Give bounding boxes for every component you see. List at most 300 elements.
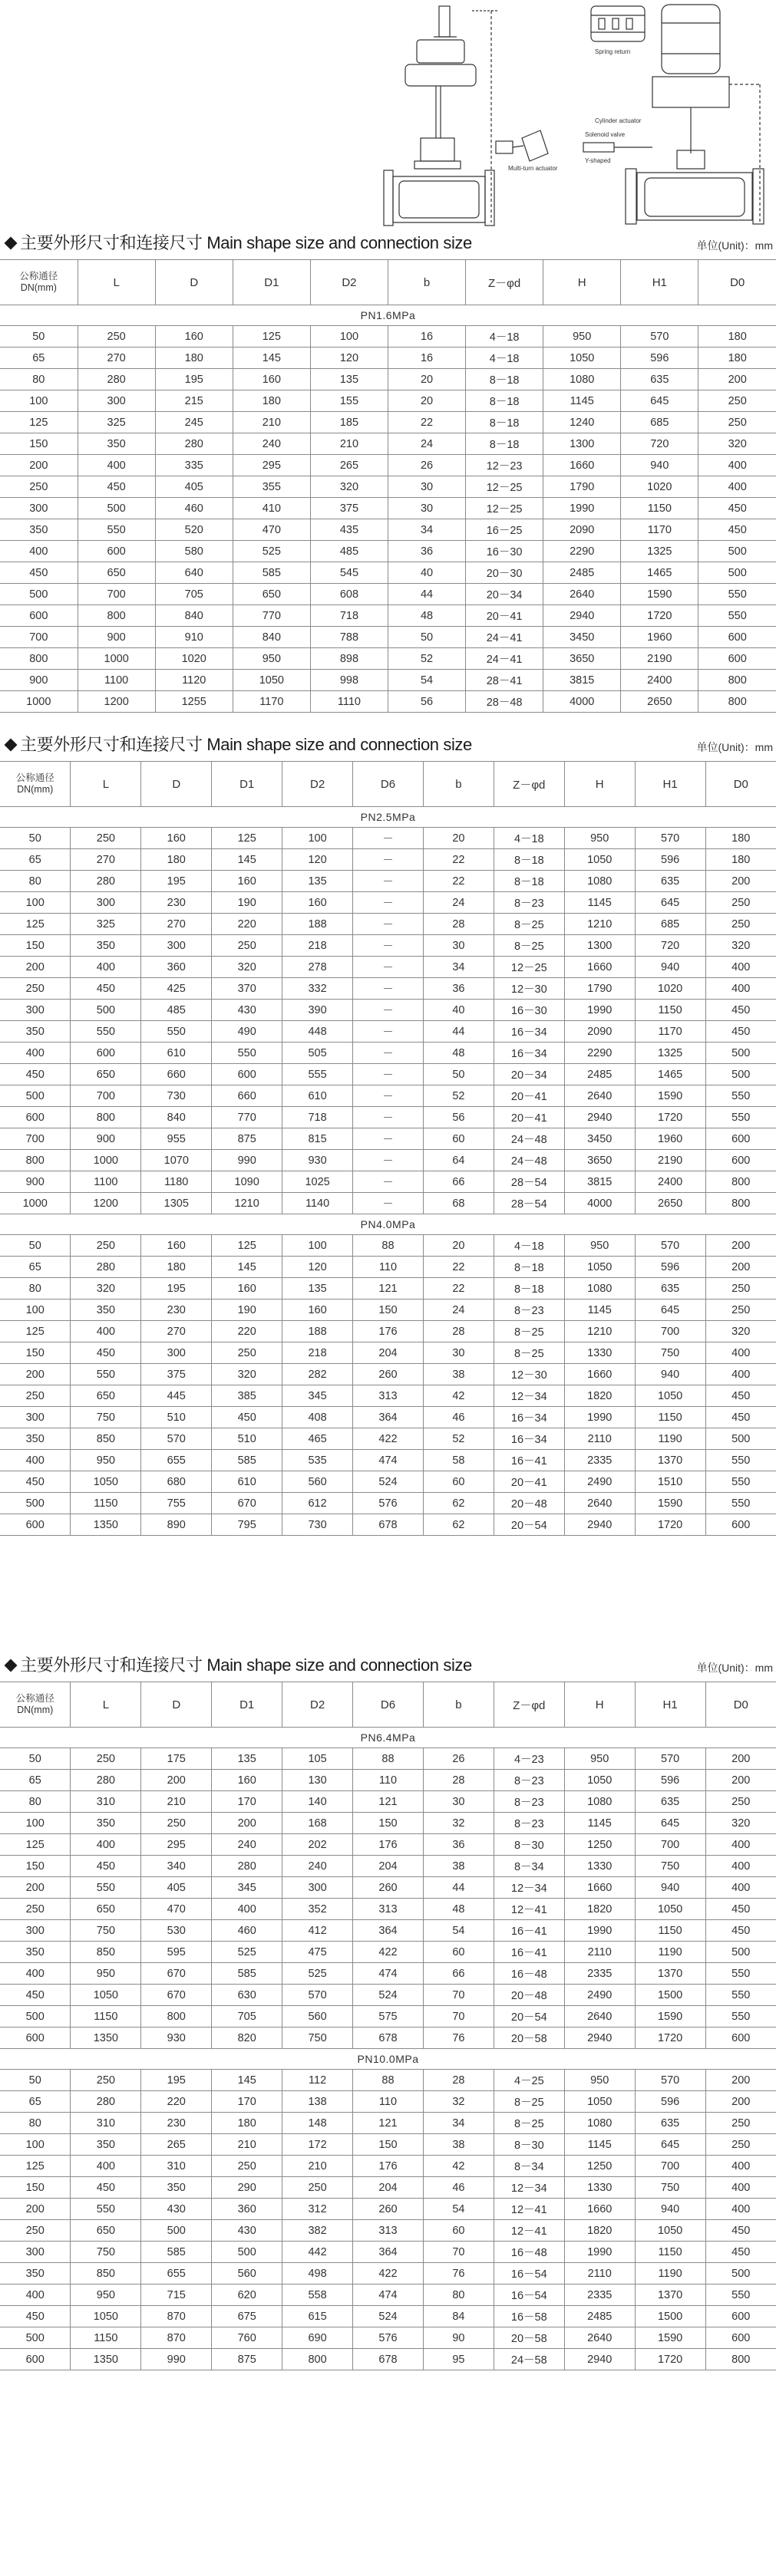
table-cell: 2650	[621, 691, 698, 713]
table-cell: 408	[282, 1407, 353, 1428]
table-cell: 200	[212, 1813, 282, 1834]
table-cell: 840	[141, 1107, 212, 1128]
table-cell: 22	[423, 871, 494, 892]
table-cell: 2490	[564, 1471, 635, 1493]
table-cell: 450	[705, 1021, 776, 1043]
column-header: D2	[282, 762, 353, 807]
table-cell: 670	[212, 1493, 282, 1514]
table-cell: 600	[698, 627, 776, 648]
table-cell: 600	[705, 2028, 776, 2049]
table-cell: 450	[705, 1000, 776, 1021]
table-cell: 250	[705, 892, 776, 914]
table-cell: 1050	[71, 2306, 141, 2327]
table-cell: 34	[423, 957, 494, 978]
table-cell: 125	[212, 1235, 282, 1257]
table-cell: 1145	[543, 390, 621, 412]
table-cell: 700	[0, 627, 78, 648]
table-cell: 22	[423, 1278, 494, 1300]
table-cell: 12－41	[494, 2220, 564, 2242]
table-cell: 350	[0, 1942, 71, 1963]
table-cell: 1990	[564, 2242, 635, 2263]
table-cell: 1050	[635, 1385, 705, 1407]
table-cell: 160	[155, 326, 233, 348]
column-header: H1	[621, 260, 698, 305]
table-cell: 250	[705, 1300, 776, 1321]
table-cell: 230	[141, 2113, 212, 2134]
table-cell: 172	[282, 2134, 353, 2156]
table-cell: 215	[155, 390, 233, 412]
table-cell: 550	[705, 1085, 776, 1107]
table-cell: 175	[141, 1748, 212, 1770]
column-header: H	[543, 260, 621, 305]
table-cell: 30	[423, 1791, 494, 1813]
table-cell: 50	[0, 2070, 71, 2091]
column-header: b	[423, 1682, 494, 1728]
table-cell: 450	[71, 2177, 141, 2199]
table-row	[0, 2006, 776, 2028]
table-cell: 2940	[564, 1514, 635, 1536]
table-cell: 313	[353, 2220, 424, 2242]
table-row	[0, 2263, 776, 2284]
table-cell: 500	[705, 1942, 776, 1963]
table-cell: 400	[71, 1321, 141, 1342]
table-cell: 950	[71, 2284, 141, 2306]
table-cell: 50	[0, 326, 78, 348]
table-cell: 62	[423, 1514, 494, 1536]
table-cell: 145	[233, 348, 310, 369]
table-cell: 558	[282, 2284, 353, 2306]
table-cell: 3815	[543, 670, 621, 691]
table-cell: 1070	[141, 1150, 212, 1171]
table-cell: 300	[0, 2242, 71, 2263]
table-cell: 1145	[564, 1813, 635, 1834]
table-cell: 535	[282, 1450, 353, 1471]
table-cell: 570	[635, 2070, 705, 2091]
table-cell: 364	[353, 1407, 424, 1428]
table-cell: 180	[141, 849, 212, 871]
table-cell: 2485	[564, 1064, 635, 1085]
table-cell: 150	[353, 1813, 424, 1834]
column-header: H	[564, 762, 635, 807]
table-cell: 750	[71, 2242, 141, 2263]
table-cell: 400	[705, 2199, 776, 2220]
table-cell: 1025	[282, 1171, 353, 1193]
table-cell: 595	[141, 1942, 212, 1963]
table-cell: 788	[310, 627, 388, 648]
table-cell: 635	[635, 871, 705, 892]
table-row	[0, 1407, 776, 1428]
table-cell: 28－48	[466, 691, 543, 713]
table-cell: 435	[310, 519, 388, 541]
table-cell: 610	[282, 1085, 353, 1107]
table-cell: 1960	[621, 627, 698, 648]
table-cell: 550	[71, 1877, 141, 1899]
table-cell: 42	[423, 1385, 494, 1407]
table-cell: 2490	[564, 1985, 635, 2006]
table-cell: 645	[635, 1813, 705, 1834]
table-cell: 280	[71, 1770, 141, 1791]
table-cell: 608	[310, 584, 388, 605]
table-cell: 382	[282, 2220, 353, 2242]
table-row	[0, 1791, 776, 1813]
table-cell: 950	[564, 2070, 635, 2091]
table-cell: 1080	[564, 1278, 635, 1300]
table-cell: 135	[282, 871, 353, 892]
unit-label: 单位(Unit)：mm	[696, 741, 773, 753]
table-row	[0, 648, 776, 670]
table-cell: 200	[141, 1770, 212, 1791]
table-cell: 65	[0, 1257, 71, 1278]
table-cell: 610	[212, 1471, 282, 1493]
table-cell: －	[353, 1043, 424, 1064]
table-cell: 655	[141, 1450, 212, 1471]
table-cell: 80	[0, 1791, 71, 1813]
table-cell: 110	[353, 1257, 424, 1278]
table-cell: 1350	[71, 1514, 141, 1536]
table-cell: 1250	[564, 2156, 635, 2177]
table-cell: 1990	[543, 498, 621, 519]
table-row	[0, 1963, 776, 1985]
table-cell: 760	[212, 2327, 282, 2349]
table-row	[0, 1085, 776, 1107]
table-cell: 690	[282, 2327, 353, 2349]
table-cell: 950	[543, 326, 621, 348]
table-cell: 250	[698, 412, 776, 433]
table-cell: 755	[141, 1493, 212, 1514]
table-cell: 200	[0, 2199, 71, 2220]
table-cell: 1150	[621, 498, 698, 519]
table-cell: 1325	[621, 541, 698, 562]
table-cell: 2640	[564, 1085, 635, 1107]
table-cell: 465	[282, 1428, 353, 1450]
table-cell: 148	[282, 2113, 353, 2134]
table-cell: 1790	[564, 978, 635, 1000]
table-cell: 320	[212, 1364, 282, 1385]
table-cell: 34	[423, 2113, 494, 2134]
column-header: D	[141, 762, 212, 807]
table-cell: 890	[141, 1514, 212, 1536]
table-cell: 525	[212, 1942, 282, 1963]
table-cell: 70	[423, 2006, 494, 2028]
table-cell: 12－41	[494, 2199, 564, 2220]
table-cell: 320	[705, 1321, 776, 1342]
table-cell: 218	[282, 1342, 353, 1364]
table-cell: 16－41	[494, 1942, 564, 1963]
table-cell: 20－48	[494, 1493, 564, 1514]
table-cell: 650	[78, 562, 155, 584]
table-cell: 2335	[564, 1963, 635, 1985]
table-cell: 875	[212, 1128, 282, 1150]
table-cell: 8－18	[466, 433, 543, 455]
table-cell: 1080	[543, 369, 621, 390]
table-cell: 8－18	[466, 390, 543, 412]
spec-table-pn16	[0, 259, 776, 713]
table-cell: 715	[141, 2284, 212, 2306]
table-cell: 1145	[564, 1300, 635, 1321]
table-cell: 28－41	[466, 670, 543, 691]
table-cell: 560	[212, 2263, 282, 2284]
table-cell: 20－54	[494, 1514, 564, 1536]
table-cell: 8－25	[494, 1342, 564, 1364]
table-cell: 705	[155, 584, 233, 605]
table-cell: 20－41	[466, 605, 543, 627]
table-cell: 498	[282, 2263, 353, 2284]
table-row	[0, 1278, 776, 1300]
table-cell: 500	[78, 498, 155, 519]
table-cell: 170	[212, 1791, 282, 1813]
table-cell: 195	[155, 369, 233, 390]
table-cell: 940	[635, 1877, 705, 1899]
table-cell: 1210	[212, 1193, 282, 1214]
table-cell: 250	[212, 2156, 282, 2177]
table-cell: 8－23	[494, 1813, 564, 1834]
table-cell: 635	[635, 1791, 705, 1813]
column-header: D	[141, 1682, 212, 1728]
table-cell: 350	[71, 2134, 141, 2156]
table-cell: 375	[141, 1364, 212, 1385]
table-cell: 230	[141, 892, 212, 914]
table-cell: 1350	[71, 2349, 141, 2370]
table-cell: 24－58	[494, 2349, 564, 2370]
table-cell: 260	[353, 1364, 424, 1385]
table-cell: 600	[0, 605, 78, 627]
table-cell: 678	[353, 2028, 424, 2049]
table-cell: 360	[212, 2199, 282, 2220]
table-cell: 405	[155, 476, 233, 498]
table-cell: 80	[0, 369, 78, 390]
table-cell: 718	[282, 1107, 353, 1128]
table-cell: 16－48	[494, 1963, 564, 1985]
table-cell: 270	[141, 1321, 212, 1342]
table-cell: 28	[423, 914, 494, 935]
table-cell: 1210	[564, 914, 635, 935]
table-row	[0, 348, 776, 369]
table-row	[0, 1985, 776, 2006]
table-cell: 24－48	[494, 1150, 564, 1171]
table-cell: 450	[71, 978, 141, 1000]
table-cell: 38	[423, 2134, 494, 2156]
table-cell: 250	[0, 1385, 71, 1407]
table-row	[0, 2306, 776, 2327]
table-cell: 635	[635, 1278, 705, 1300]
table-cell: 150	[0, 433, 78, 455]
table-row	[0, 2091, 776, 2113]
table-cell: 450	[71, 1856, 141, 1877]
table-row	[0, 2177, 776, 2199]
diamond-bullet-icon	[5, 237, 18, 250]
table-cell: －	[353, 1171, 424, 1193]
table-cell: 1300	[564, 935, 635, 957]
table-cell: 898	[310, 648, 388, 670]
table-cell: 16－34	[494, 1021, 564, 1043]
table-cell: 400	[71, 1834, 141, 1856]
table-cell: 570	[635, 1235, 705, 1257]
table-cell: 1190	[635, 2263, 705, 2284]
table-cell: 105	[282, 1748, 353, 1770]
table-cell: 596	[635, 2091, 705, 2113]
table-cell: 1210	[564, 1321, 635, 1342]
table-cell: 720	[635, 935, 705, 957]
table-cell: 1465	[635, 1064, 705, 1085]
label-solenoid: Solenoid valve	[585, 131, 626, 138]
table-cell: 150	[0, 1856, 71, 1877]
table-cell: 28－54	[494, 1171, 564, 1193]
table-cell: 475	[282, 1942, 353, 1963]
table-cell: 550	[71, 2199, 141, 2220]
left-valve-figure	[384, 6, 558, 226]
table-cell: 220	[212, 1321, 282, 1342]
table-cell: 145	[212, 1257, 282, 1278]
table-cell: 325	[78, 412, 155, 433]
table-cell: 16－34	[494, 1428, 564, 1450]
table-cell: 990	[141, 2349, 212, 2370]
table-cell: －	[353, 1150, 424, 1171]
table-cell: 470	[233, 519, 310, 541]
table-cell: 545	[310, 562, 388, 584]
table-cell: 2940	[564, 1107, 635, 1128]
unit-label: 单位(Unit)：mm	[696, 239, 773, 252]
table-cell: 34	[388, 519, 465, 541]
table-cell: 600	[0, 1107, 71, 1128]
table-cell: 185	[310, 412, 388, 433]
table-row	[0, 2284, 776, 2306]
table-cell: 300	[0, 1920, 71, 1942]
label-spring-return: Spring return	[595, 48, 631, 55]
table-cell: 3650	[543, 648, 621, 670]
table-cell: 22	[423, 1257, 494, 1278]
table-cell: 870	[141, 2327, 212, 2349]
table-cell: 195	[141, 1278, 212, 1300]
table-cell: 100	[0, 390, 78, 412]
table-cell: 670	[141, 1963, 212, 1985]
table-cell: 180	[212, 2113, 282, 2134]
table-cell: 400	[705, 978, 776, 1000]
table-cell: 30	[388, 476, 465, 498]
table-cell: 36	[388, 541, 465, 562]
table-cell: 660	[141, 1064, 212, 1085]
table-row	[0, 978, 776, 1000]
table-row	[0, 2113, 776, 2134]
table-cell: 570	[141, 1428, 212, 1450]
table-cell: 500	[0, 2327, 71, 2349]
table-cell: 2090	[564, 1021, 635, 1043]
table-cell: 120	[310, 348, 388, 369]
table-cell: 940	[621, 455, 698, 476]
table-cell: 4－23	[494, 1748, 564, 1770]
table-cell: 750	[635, 1342, 705, 1364]
table-cell: 8－25	[494, 2113, 564, 2134]
table-cell: 170	[212, 2091, 282, 2113]
table-cell: 1325	[635, 1043, 705, 1064]
table-cell: 8－18	[466, 369, 543, 390]
table-cell: 204	[353, 1856, 424, 1877]
table-cell: 280	[78, 369, 155, 390]
pressure-group-label: PN4.0MPa	[0, 1214, 776, 1235]
table-cell: 20－34	[494, 1064, 564, 1085]
table-cell: 998	[310, 670, 388, 691]
table-cell: 800	[698, 670, 776, 691]
table-cell: 1020	[635, 978, 705, 1000]
table-cell: 1000	[78, 648, 155, 670]
table-cell: 270	[71, 849, 141, 871]
table-cell: 940	[635, 2199, 705, 2220]
table-cell: 670	[141, 1985, 212, 2006]
table-cell: 340	[141, 1856, 212, 1877]
table-cell: 600	[212, 1064, 282, 1085]
table-cell: 350	[0, 1428, 71, 1450]
column-header: b	[423, 762, 494, 807]
table-cell: 160	[141, 1235, 212, 1257]
column-header: 公称通径 DN(mm)	[0, 762, 71, 807]
table-cell: 1720	[635, 2349, 705, 2370]
table-cell: 660	[212, 1085, 282, 1107]
table-cell: 22	[423, 849, 494, 871]
table-cell: 600	[0, 1514, 71, 1536]
table-cell: 800	[705, 1171, 776, 1193]
table-row	[0, 1770, 776, 1791]
table-cell: 445	[141, 1385, 212, 1407]
table-cell: 8－18	[494, 1278, 564, 1300]
table-row	[0, 541, 776, 562]
table-cell: 138	[282, 2091, 353, 2113]
table-row	[0, 2199, 776, 2220]
table-cell: 270	[78, 348, 155, 369]
table-row	[0, 1235, 776, 1257]
table-row	[0, 562, 776, 584]
table-cell: －	[353, 892, 424, 914]
table-cell: 1150	[635, 1000, 705, 1021]
table-cell: 16－58	[494, 2306, 564, 2327]
table-cell: 550	[71, 1021, 141, 1043]
table-row	[0, 1043, 776, 1064]
table-cell: 430	[212, 1000, 282, 1021]
table-cell: 2190	[621, 648, 698, 670]
table-row	[0, 849, 776, 871]
table-cell: 500	[705, 2263, 776, 2284]
table-cell: 1590	[621, 584, 698, 605]
table-cell: 12－25	[494, 957, 564, 978]
table-cell: 350	[0, 1021, 71, 1043]
table-cell: 12－34	[494, 1877, 564, 1899]
table-cell: 8－18	[494, 1257, 564, 1278]
table-cell: 121	[353, 1278, 424, 1300]
table-cell: 1660	[564, 957, 635, 978]
table-cell: 400	[212, 1899, 282, 1920]
table-cell: 550	[705, 1471, 776, 1493]
table-cell: 125	[0, 1321, 71, 1342]
table-cell: 550	[141, 1021, 212, 1043]
table-cell: 200	[705, 1770, 776, 1791]
table-cell: 1150	[71, 2327, 141, 2349]
table-cell: 130	[282, 1770, 353, 1791]
table-cell: 678	[353, 1514, 424, 1536]
table-cell: 400	[71, 957, 141, 978]
column-header: H1	[635, 1682, 705, 1728]
table-cell: 1080	[564, 1791, 635, 1813]
table-cell: 24－48	[494, 1128, 564, 1150]
table-row	[0, 935, 776, 957]
table-cell: 615	[282, 2306, 353, 2327]
table-cell: 685	[621, 412, 698, 433]
table-cell: 370	[212, 978, 282, 1000]
table-cell: 430	[212, 2220, 282, 2242]
table-cell: 500	[0, 1085, 71, 1107]
table-cell: 20－54	[494, 2006, 564, 2028]
table-cell: 510	[212, 1428, 282, 1450]
table-cell: 950	[564, 828, 635, 849]
table-cell: 460	[212, 1920, 282, 1942]
table-cell: 640	[155, 562, 233, 584]
